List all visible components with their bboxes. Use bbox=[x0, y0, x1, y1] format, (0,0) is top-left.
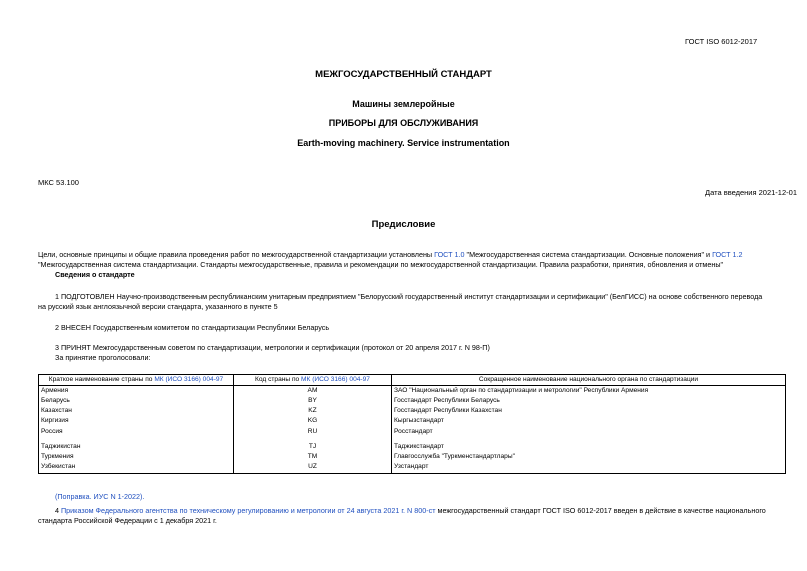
mks-code: МКС 53.100 bbox=[38, 178, 79, 187]
national-body-header: Сокращенное наименование национального органа по стандартизации bbox=[392, 375, 786, 386]
table-row bbox=[39, 452, 786, 462]
country-code-header bbox=[234, 375, 392, 386]
table-row bbox=[39, 427, 786, 437]
preface-paragraph-1 bbox=[38, 250, 742, 259]
body-cell: Госстандарт Республики Казахстан bbox=[392, 406, 786, 416]
country-cell: Узбекистан bbox=[39, 462, 234, 473]
order-paragraph bbox=[55, 506, 766, 515]
country-cell: Таджикистан bbox=[39, 442, 234, 452]
code-cell: AM bbox=[234, 386, 392, 397]
text: Код страны по bbox=[255, 375, 302, 383]
gost-1-0-link[interactable]: ГОСТ 1.0 bbox=[434, 250, 465, 259]
preface-heading: Предисловие bbox=[371, 219, 436, 230]
mk-iso-link[interactable]: МК (ИСО 3166) 004-97 bbox=[301, 375, 370, 383]
amendment-link[interactable]: (Поправка. ИУС N 1-2022). bbox=[55, 492, 145, 501]
country-cell: Туркмения bbox=[39, 452, 234, 462]
code-cell: TM bbox=[234, 452, 392, 462]
order-paragraph-cont: стандарта Российской Федерации с 1 декабря 2021 г. bbox=[38, 516, 217, 525]
document-id: ГОСТ ISO 6012-2017 bbox=[685, 37, 758, 46]
prepared-by-paragraph: 1 ПОДГОТОВЛЕН Научно-производственным республиканским унитарным предприятием "Белорусский государственный институт стандартизации и сертификации" (БелГИСС) на основе собственного перевода bbox=[55, 292, 763, 301]
table-row bbox=[39, 462, 786, 473]
country-cell: Россия bbox=[39, 427, 234, 437]
text: "Межгосударственная система стандартизации. Основные положения" и bbox=[464, 250, 713, 259]
standard-info-heading: Сведения о стандарте bbox=[55, 270, 135, 279]
body-cell: Росстандарт bbox=[392, 427, 786, 437]
document-subtitle-2: ПРИБОРЫ ДЛЯ ОБСЛУЖИВАНИЯ bbox=[328, 118, 479, 128]
body-cell: Таджикстандарт bbox=[392, 442, 786, 452]
mk-iso-link[interactable]: МК (ИСО 3166) 004-97 bbox=[154, 375, 224, 383]
table-header-row bbox=[39, 375, 786, 386]
table-row bbox=[39, 442, 786, 452]
body-cell: Главгосслужба "Туркменстандартлары" bbox=[392, 452, 786, 462]
introduced-by-paragraph: 2 ВНЕСЕН Государственным комитетом по стандартизации Республики Беларусь bbox=[55, 323, 330, 332]
table-row bbox=[39, 406, 786, 416]
code-cell: TJ bbox=[234, 442, 392, 452]
table-row bbox=[39, 396, 786, 406]
text: Цели, основные принципы и общие правила проведения работ по межгосударственной стандартизации установлены bbox=[38, 250, 435, 259]
adopted-by-paragraph: 3 ПРИНЯТ Межгосударственным советом по стандартизации, метрологии и сертификации (протокол от 20 апреля 2017 г. N 98-П) bbox=[55, 343, 490, 352]
prepared-by-paragraph-cont: на русский язык англоязычной версии стандарта, указанного в пункте 5 bbox=[38, 302, 278, 311]
country-cell: Армения bbox=[39, 386, 234, 397]
preface-paragraph-1-cont: "Межгосударственная система стандартизации. Стандарты межгосударственные, правила и рекомендации по межгосударственной стандартизации. Правила разработки, принятия, обновления и отмены" bbox=[38, 260, 724, 269]
code-cell: KZ bbox=[234, 406, 392, 416]
intro-date: Дата введения 2021-12-01 bbox=[705, 188, 797, 197]
text: Краткое наименование страны по bbox=[48, 375, 155, 383]
body-cell: Кыргызстандарт bbox=[392, 417, 786, 427]
code-cell: RU bbox=[234, 427, 392, 437]
country-cell: Казахстан bbox=[39, 406, 234, 416]
voted-for-label: За принятие проголосовали: bbox=[55, 353, 151, 362]
text: межгосударственный стандарт ГОСТ ISO 6012-2017 введен в действие в качестве национального bbox=[435, 506, 766, 515]
code-cell: BY bbox=[234, 396, 392, 406]
document-subtitle: Машины землеройные bbox=[352, 99, 455, 109]
rosstandart-order-link[interactable]: Приказом Федерального агентства по техническому регулированию и метрологии от 24 августа 2021 г. N 800-ст bbox=[61, 506, 436, 515]
body-cell: Узстандарт bbox=[392, 462, 786, 473]
table-row bbox=[39, 386, 786, 397]
document-title-english: Earth-moving machinery. Service instrumentation bbox=[297, 138, 510, 148]
voting-countries-table bbox=[38, 374, 786, 474]
document-title: МЕЖГОСУДАРСТВЕННЫЙ СТАНДАРТ bbox=[315, 69, 492, 80]
gost-1-2-link[interactable]: ГОСТ 1.2 bbox=[712, 250, 743, 259]
body-cell: Госстандарт Республики Беларусь bbox=[392, 396, 786, 406]
text: 4 bbox=[55, 506, 61, 515]
code-cell: UZ bbox=[234, 462, 392, 473]
country-cell: Киргизия bbox=[39, 417, 234, 427]
body-cell: ЗАО "Национальный орган по стандартизации и метрологии" Республики Армения bbox=[392, 386, 786, 397]
country-name-header bbox=[39, 375, 234, 386]
table-row bbox=[39, 417, 786, 427]
code-cell: KG bbox=[234, 417, 392, 427]
country-cell: Беларусь bbox=[39, 396, 234, 406]
